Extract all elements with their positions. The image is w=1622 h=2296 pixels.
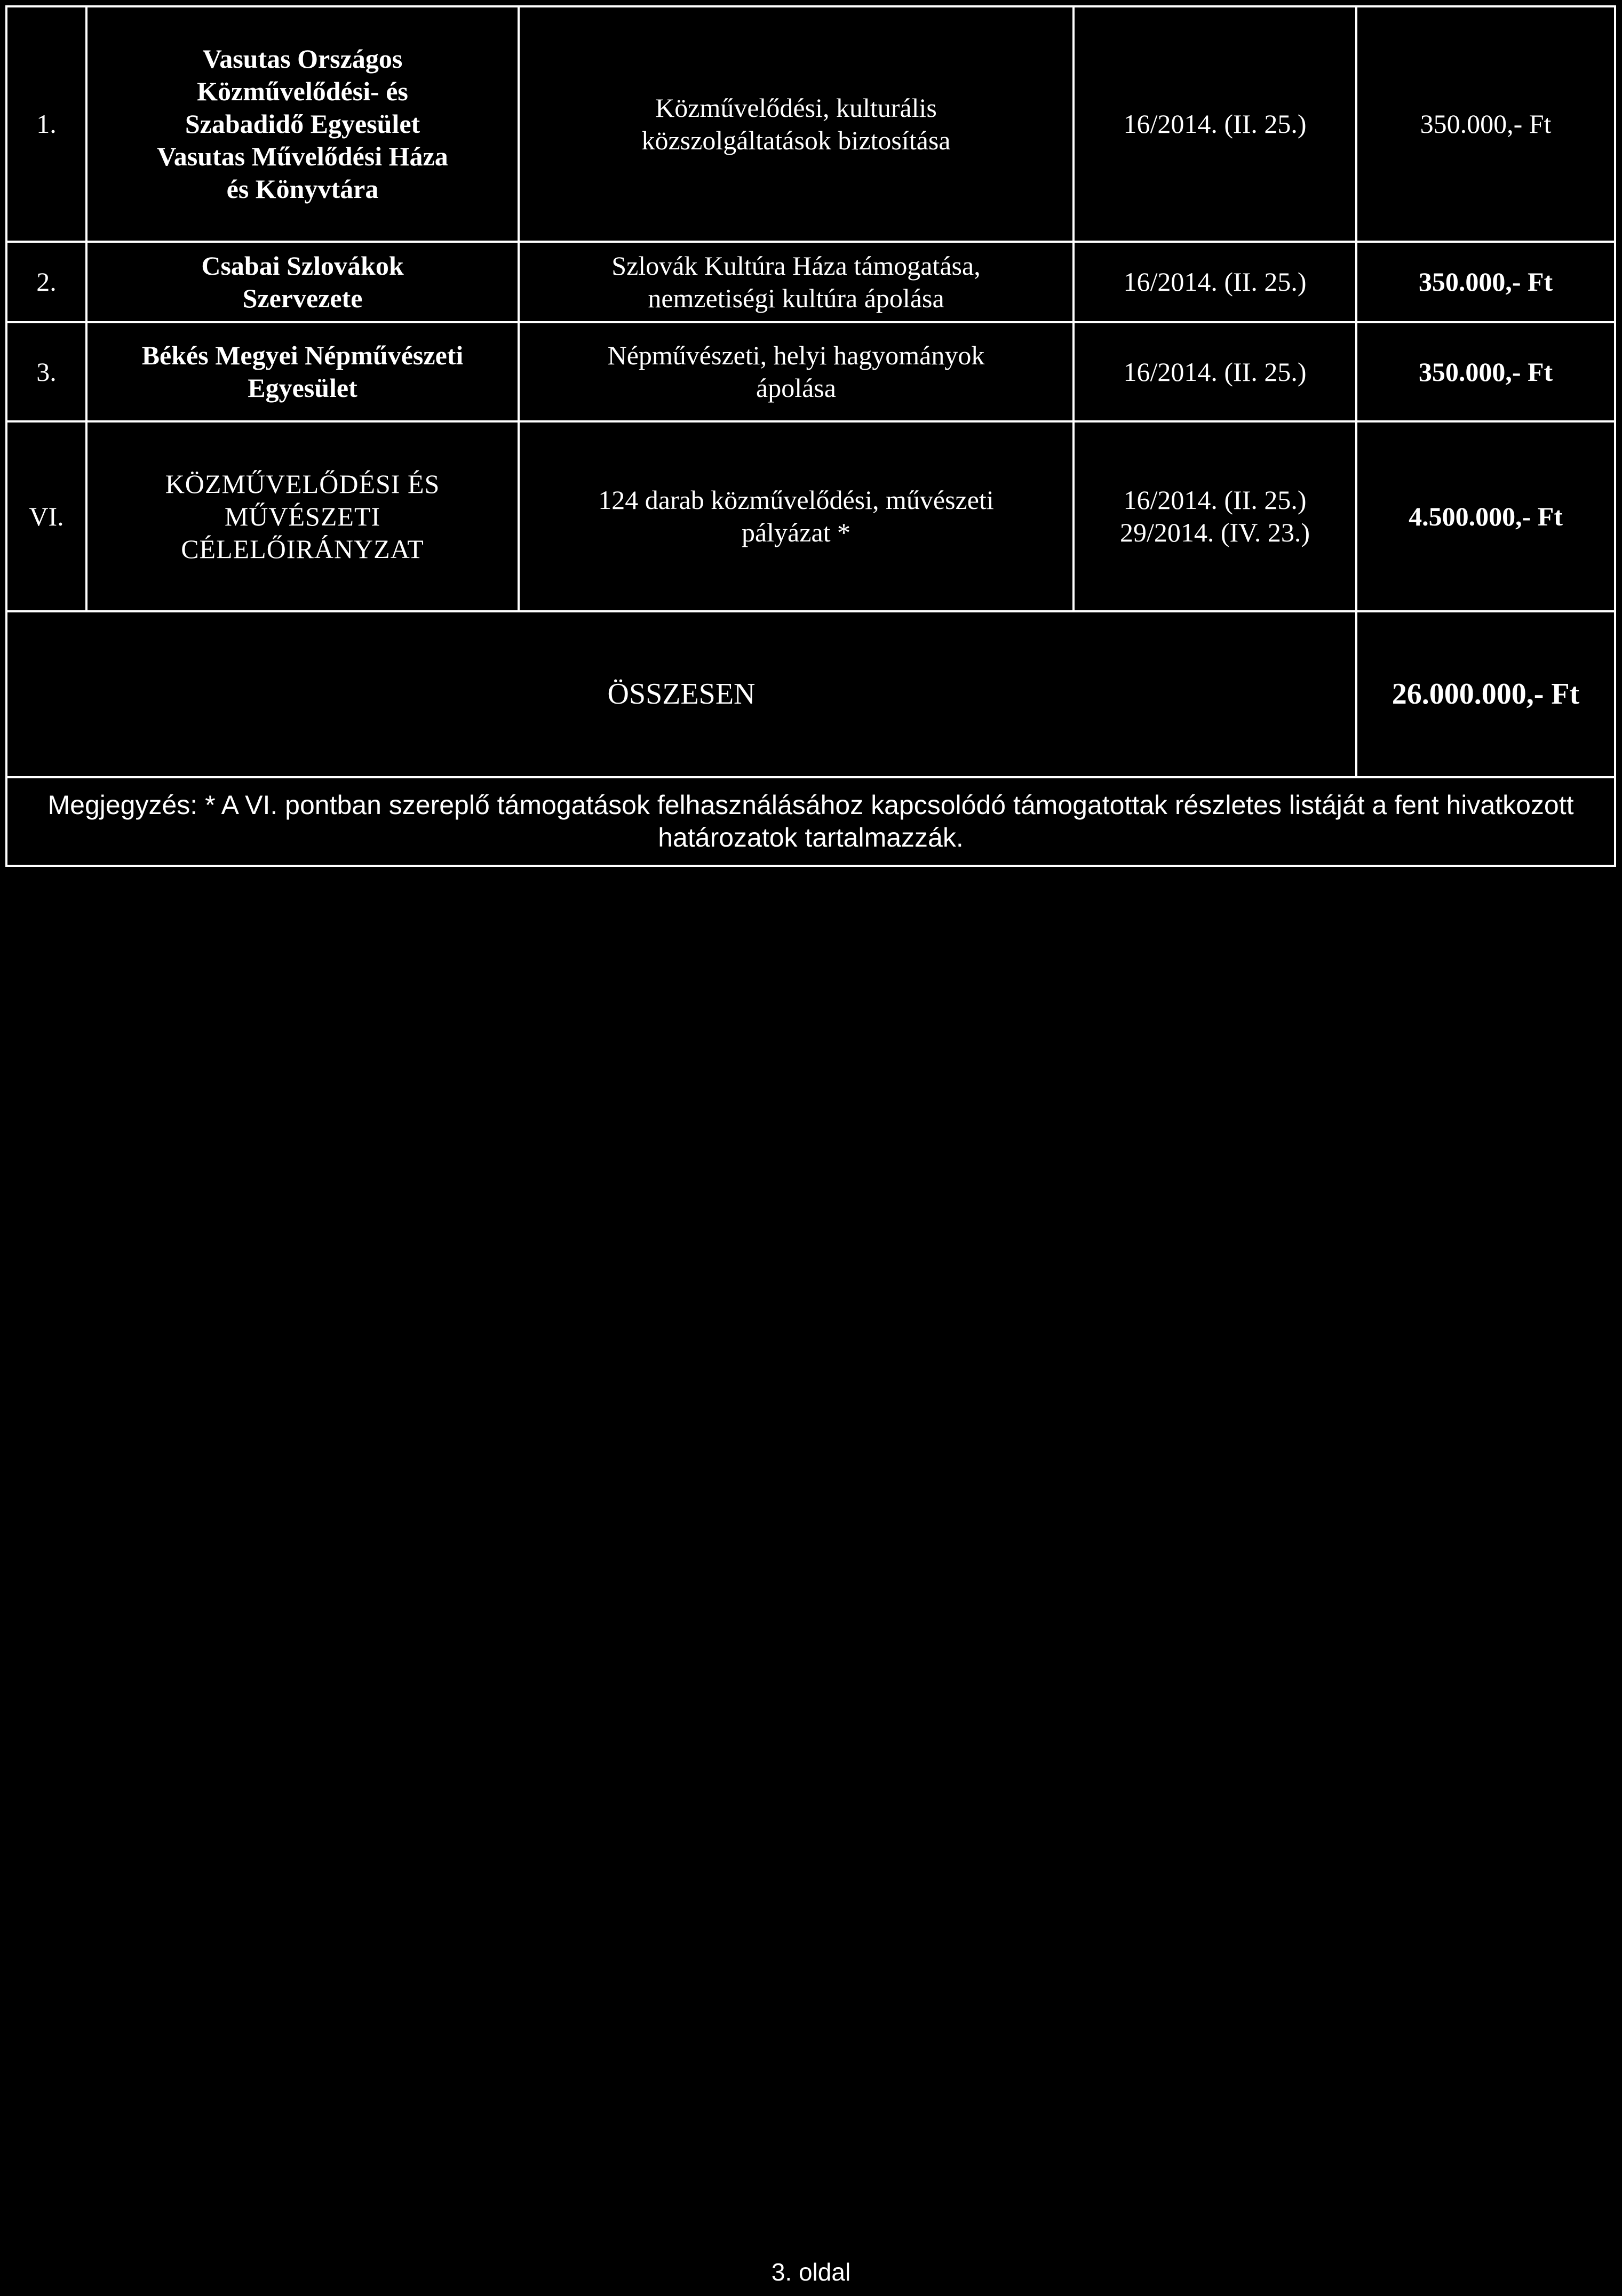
support-amount: 4.500.000,- Ft	[1356, 421, 1615, 611]
support-amount: 350.000,- Ft	[1356, 6, 1615, 242]
row-number: 2.	[6, 242, 86, 322]
resolution-reference: 16/2014. (II. 25.)	[1074, 242, 1356, 322]
organization-name: KÖZMŰVELŐDÉSI ÉS MŰVÉSZETI CÉLELŐIRÁNYZAT	[86, 421, 519, 611]
resolution-reference: 16/2014. (II. 25.)	[1074, 6, 1356, 242]
table-row	[6, 6, 1615, 242]
support-purpose: Szlovák Kultúra Háza támogatása, nemzetiségi kultúra ápolása	[519, 242, 1074, 322]
table-row	[6, 242, 1615, 322]
row-number: 1.	[6, 6, 86, 242]
support-purpose: 124 darab közművelődési, művészeti pályázat *	[519, 421, 1074, 611]
funding-table	[5, 5, 1616, 867]
support-amount: 350.000,- Ft	[1356, 322, 1615, 421]
total-label: ÖSSZESEN	[6, 611, 1356, 777]
total-amount: 26.000.000,- Ft	[1356, 611, 1615, 777]
table-row	[6, 322, 1615, 421]
page-number: 3. oldal	[771, 2258, 851, 2286]
table-row	[6, 421, 1615, 611]
note-row	[6, 777, 1615, 866]
organization-name: Békés Megyei Népművészeti Egyesület	[86, 322, 519, 421]
row-number: VI.	[6, 421, 86, 611]
footnote-text: Megjegyzés: * A VI. pontban szereplő támogatások felhasználásához kapcsolódó támogatottak részletes listáját a fent hivatkozott határozatok tartalmazzák.	[6, 777, 1615, 866]
support-purpose: Népművészeti, helyi hagyományok ápolása	[519, 322, 1074, 421]
support-amount: 350.000,- Ft	[1356, 242, 1615, 322]
total-row	[6, 611, 1615, 777]
organization-name: Vasutas Országos Közművelődési- és Szabadidő Egyesület Vasutas Művelődési Háza és Könyvtára	[86, 6, 519, 242]
organization-name: Csabai Szlovákok Szervezete	[86, 242, 519, 322]
resolution-reference: 16/2014. (II. 25.) 29/2014. (IV. 23.)	[1074, 421, 1356, 611]
support-purpose: Közművelődési, kulturális közszolgáltatások biztosítása	[519, 6, 1074, 242]
resolution-reference: 16/2014. (II. 25.)	[1074, 322, 1356, 421]
row-number: 3.	[6, 322, 86, 421]
